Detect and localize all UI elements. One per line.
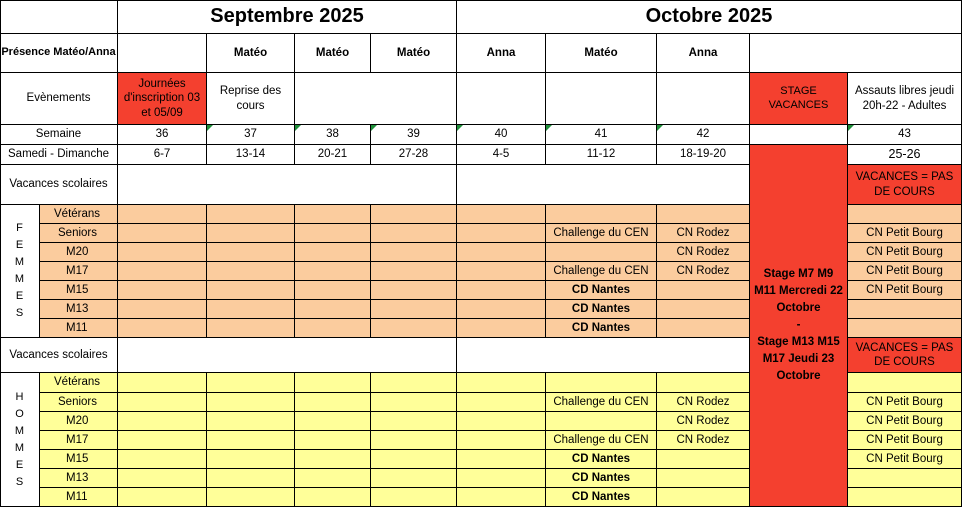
event-assauts: Assauts libres jeudi 20h-22 - Adultes xyxy=(848,73,962,125)
competition-cell: CN Petit Bourg xyxy=(848,412,962,431)
vacances-banner: VACANCES = PAS DE COURS xyxy=(848,338,962,373)
competition-cell: CN Petit Bourg xyxy=(848,262,962,281)
table-cell xyxy=(207,431,295,450)
table-cell xyxy=(295,205,371,224)
table-cell xyxy=(295,412,371,431)
vacances-empty xyxy=(457,165,750,205)
presence-empty xyxy=(118,34,207,73)
weekend-value: 27-28 xyxy=(371,145,457,165)
competition-cell: CN Petit Bourg xyxy=(848,393,962,412)
table-cell xyxy=(457,281,546,300)
table-cell xyxy=(848,373,962,393)
stage-column xyxy=(750,145,848,507)
competition-cell: Challenge du CEN xyxy=(546,393,657,412)
table-cell xyxy=(118,262,207,281)
table-cell xyxy=(207,319,295,338)
competition-cell: CN Petit Bourg xyxy=(848,450,962,469)
competition-cell: CD Nantes xyxy=(546,300,657,319)
table-cell xyxy=(295,431,371,450)
table-cell xyxy=(457,243,546,262)
competition-cell: CN Rodez xyxy=(657,393,750,412)
letter: S xyxy=(15,475,24,488)
table-cell xyxy=(371,431,457,450)
table-cell xyxy=(118,373,207,393)
table-cell xyxy=(457,469,546,488)
table-cell xyxy=(371,469,457,488)
category-label: M20 xyxy=(40,243,118,262)
semaine-value xyxy=(750,125,848,145)
letter: M xyxy=(14,273,25,285)
category-label: M13 xyxy=(40,469,118,488)
table-cell xyxy=(295,393,371,412)
corner-cell xyxy=(0,0,118,34)
category-label: M15 xyxy=(40,281,118,300)
table-cell xyxy=(371,224,457,243)
table-cell xyxy=(657,488,750,507)
category-label: Vétérans xyxy=(40,205,118,224)
weekend-label: Samedi - Dimanche xyxy=(0,145,118,165)
table-cell xyxy=(295,300,371,319)
hommes-vertical-label xyxy=(0,373,40,507)
table-cell xyxy=(848,319,962,338)
table-cell xyxy=(118,281,207,300)
table-cell xyxy=(371,412,457,431)
vacances-empty xyxy=(118,165,457,205)
table-cell xyxy=(295,224,371,243)
category-label: M20 xyxy=(40,412,118,431)
category-label: M17 xyxy=(40,431,118,450)
vacances-label: Vacances scolaires xyxy=(0,338,118,373)
table-cell xyxy=(118,412,207,431)
letter: F xyxy=(16,222,23,234)
vacances-label: Vacances scolaires xyxy=(0,165,118,205)
stage-text: Stage M13 M15 M17 Jeudi 23 Octobre xyxy=(757,336,840,382)
semaine-value: 38 xyxy=(295,125,371,145)
letter: M xyxy=(14,424,25,437)
table-cell xyxy=(371,300,457,319)
category-label: M11 xyxy=(40,488,118,507)
weekend-value: 13-14 xyxy=(207,145,295,165)
table-cell xyxy=(118,205,207,224)
table-cell xyxy=(848,488,962,507)
event-reprise: Reprise des cours xyxy=(207,73,295,125)
semaine-value: 43 xyxy=(848,125,962,145)
category-label: M13 xyxy=(40,300,118,319)
table-cell xyxy=(657,469,750,488)
letter: H xyxy=(15,390,24,403)
stage-text: - xyxy=(796,319,801,331)
table-cell xyxy=(457,319,546,338)
table-cell xyxy=(457,488,546,507)
table-cell xyxy=(657,373,750,393)
presence-value: Anna xyxy=(657,34,750,73)
category-label: M11 xyxy=(40,319,118,338)
table-cell xyxy=(118,488,207,507)
table-cell xyxy=(848,300,962,319)
weekend-value: 4-5 xyxy=(457,145,546,165)
table-cell xyxy=(207,243,295,262)
table-cell xyxy=(118,319,207,338)
stage-text: Stage M7 M9 M11 Mercredi 22 Octobre xyxy=(754,268,843,314)
femmes-vertical-label xyxy=(0,205,40,338)
weekend-value: 20-21 xyxy=(295,145,371,165)
table-cell xyxy=(457,205,546,224)
table-cell xyxy=(371,450,457,469)
letter: O xyxy=(15,407,24,420)
table-cell xyxy=(207,373,295,393)
presence-empty xyxy=(750,34,962,73)
table-cell xyxy=(207,205,295,224)
competition-cell: CN Rodez xyxy=(657,243,750,262)
competition-cell: CN Rodez xyxy=(657,224,750,243)
weekend-value: 6-7 xyxy=(118,145,207,165)
table-cell xyxy=(118,393,207,412)
table-cell xyxy=(657,450,750,469)
letter: S xyxy=(15,307,24,319)
competition-cell: CN Petit Bourg xyxy=(848,281,962,300)
presence-value: Matéo xyxy=(207,34,295,73)
table-cell xyxy=(457,450,546,469)
table-cell xyxy=(295,469,371,488)
competition-cell: Challenge du CEN xyxy=(546,431,657,450)
semaine-value: 42 xyxy=(657,125,750,145)
table-cell xyxy=(118,431,207,450)
table-cell xyxy=(207,262,295,281)
presence-value: Matéo xyxy=(371,34,457,73)
evenements-label: Evènements xyxy=(0,73,118,125)
table-cell xyxy=(657,319,750,338)
table-cell xyxy=(848,469,962,488)
competition-cell: CD Nantes xyxy=(546,469,657,488)
table-cell xyxy=(546,205,657,224)
presence-label: Présence Matéo/Anna xyxy=(0,34,118,73)
competition-cell: CN Petit Bourg xyxy=(848,243,962,262)
letter: M xyxy=(14,256,25,268)
presence-value: Matéo xyxy=(295,34,371,73)
table-cell xyxy=(207,224,295,243)
table-cell xyxy=(207,450,295,469)
competition-cell: Challenge du CEN xyxy=(546,262,657,281)
category-label: M17 xyxy=(40,262,118,281)
table-cell xyxy=(371,243,457,262)
table-cell xyxy=(207,488,295,507)
competition-cell: CN Petit Bourg xyxy=(848,224,962,243)
competition-cell: CD Nantes xyxy=(546,488,657,507)
semaine-value: 39 xyxy=(371,125,457,145)
competition-cell: Challenge du CEN xyxy=(546,224,657,243)
competition-cell: CN Rodez xyxy=(657,412,750,431)
semaine-value: 41 xyxy=(546,125,657,145)
table-cell xyxy=(207,412,295,431)
table-cell xyxy=(457,431,546,450)
table-cell xyxy=(207,300,295,319)
table-cell xyxy=(457,412,546,431)
table-cell xyxy=(118,450,207,469)
competition-cell: CN Petit Bourg xyxy=(848,431,962,450)
table-cell xyxy=(118,469,207,488)
letter: E xyxy=(15,458,24,471)
category-label: Seniors xyxy=(40,224,118,243)
semaine-value: 40 xyxy=(457,125,546,145)
letter: E xyxy=(15,290,24,302)
table-cell xyxy=(207,393,295,412)
semaine-value: 36 xyxy=(118,125,207,145)
table-cell xyxy=(546,412,657,431)
weekend-value: 25-26 xyxy=(848,145,962,165)
table-cell xyxy=(371,488,457,507)
table-cell xyxy=(207,469,295,488)
table-cell xyxy=(657,300,750,319)
table-cell xyxy=(118,300,207,319)
table-cell xyxy=(371,262,457,281)
table-cell xyxy=(457,262,546,281)
competition-cell: CN Rodez xyxy=(657,262,750,281)
table-cell xyxy=(295,373,371,393)
vacances-empty xyxy=(457,338,750,373)
table-cell xyxy=(371,393,457,412)
vacances-empty xyxy=(118,338,457,373)
month-september: Septembre 2025 xyxy=(118,0,457,34)
table-cell xyxy=(546,243,657,262)
table-cell xyxy=(457,393,546,412)
table-cell xyxy=(371,319,457,338)
month-october: Octobre 2025 xyxy=(457,0,962,34)
competition-cell: CD Nantes xyxy=(546,319,657,338)
event-empty xyxy=(546,73,657,125)
weekend-value: 11-12 xyxy=(546,145,657,165)
event-inscription: Journées d'inscription 03 et 05/09 xyxy=(118,73,207,125)
event-empty xyxy=(457,73,546,125)
table-cell xyxy=(657,205,750,224)
semaine-value: 37 xyxy=(207,125,295,145)
table-cell xyxy=(295,319,371,338)
table-cell xyxy=(546,373,657,393)
presence-value: Anna xyxy=(457,34,546,73)
table-cell xyxy=(295,243,371,262)
category-label: M15 xyxy=(40,450,118,469)
event-empty xyxy=(657,73,750,125)
category-label: Seniors xyxy=(40,393,118,412)
competition-cell: CD Nantes xyxy=(546,281,657,300)
event-stage-vacances: STAGE VACANCES xyxy=(750,73,848,125)
table-cell xyxy=(457,373,546,393)
table-cell xyxy=(371,373,457,393)
table-cell xyxy=(295,281,371,300)
table-cell xyxy=(295,262,371,281)
table-cell xyxy=(848,205,962,224)
table-cell xyxy=(118,243,207,262)
table-cell xyxy=(207,281,295,300)
presence-value: Matéo xyxy=(546,34,657,73)
table-cell xyxy=(371,205,457,224)
letter: E xyxy=(15,239,24,251)
table-cell xyxy=(118,224,207,243)
table-cell xyxy=(295,450,371,469)
weekend-value: 18-19-20 xyxy=(657,145,750,165)
table-cell xyxy=(295,488,371,507)
semaine-label: Semaine xyxy=(0,125,118,145)
competition-cell: CD Nantes xyxy=(546,450,657,469)
event-empty xyxy=(295,73,457,125)
table-cell xyxy=(457,300,546,319)
letter: M xyxy=(14,441,25,454)
table-cell xyxy=(657,281,750,300)
table-cell xyxy=(457,224,546,243)
competition-cell: CN Rodez xyxy=(657,431,750,450)
vacances-banner: VACANCES = PAS DE COURS xyxy=(848,165,962,205)
category-label: Vétérans xyxy=(40,373,118,393)
table-cell xyxy=(371,281,457,300)
